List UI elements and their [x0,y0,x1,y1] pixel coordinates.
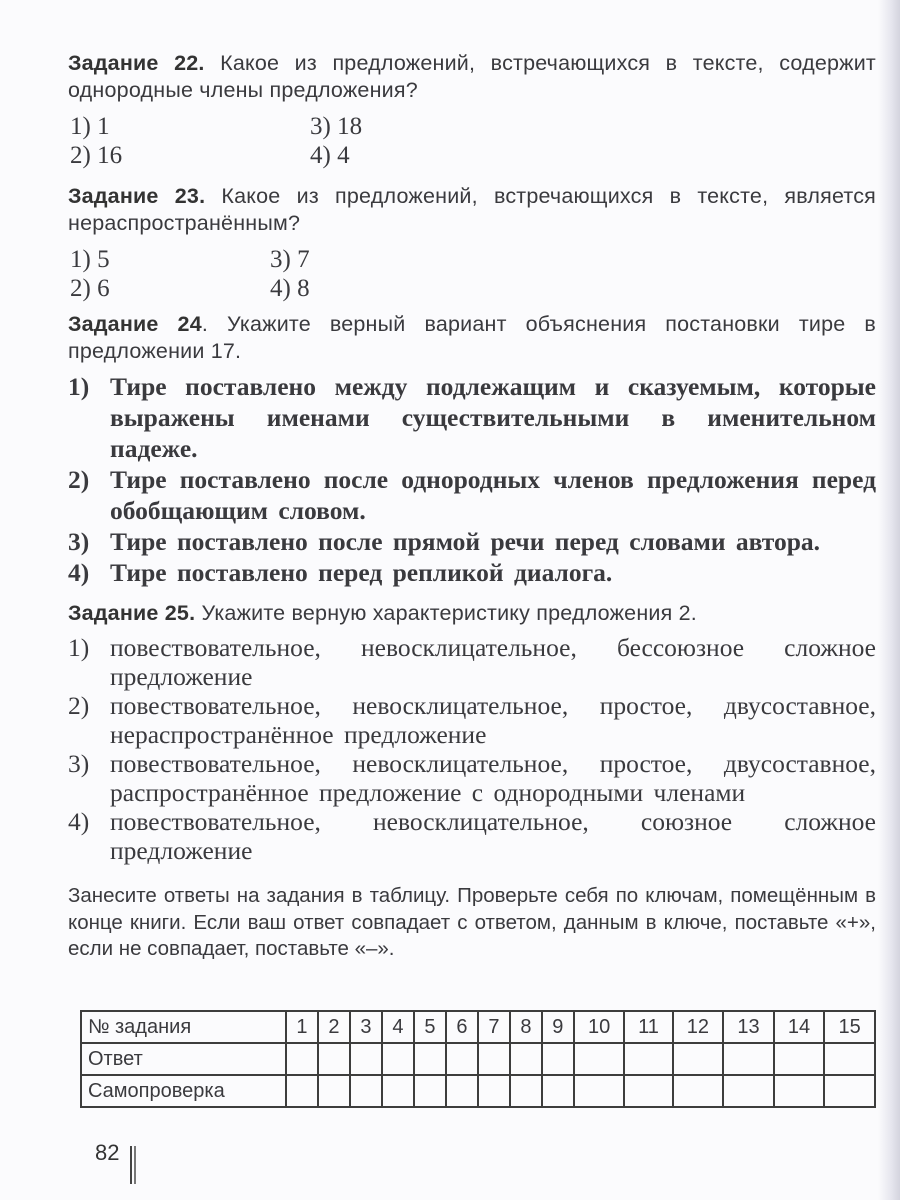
col-header: 5 [414,1011,446,1043]
answer-cell[interactable] [414,1043,446,1075]
task-22-question [68,50,876,104]
self-check-cell[interactable] [318,1075,350,1107]
answer-cell[interactable] [350,1043,382,1075]
task-24-option-3: 3) Тире поставлено после прямой речи перед словами автора. [68,527,821,556]
answer-cell[interactable] [510,1043,542,1075]
answer-cell[interactable] [673,1043,724,1075]
col-header: 10 [574,1011,625,1043]
task-23-option-1: 1) 5 [70,246,110,273]
self-check-cell[interactable] [624,1075,672,1107]
answer-cell[interactable] [723,1043,774,1075]
task-22-option-4: 4) 4 [310,142,350,169]
self-check-cell[interactable] [574,1075,625,1107]
task-23-option-2: 2) 6 [70,275,110,302]
task-24-text: . Укажите верный вариант объяснения постановки тире в предложении 17. [68,312,876,363]
answer-cell[interactable] [382,1043,414,1075]
task-25-question [68,600,876,627]
col-header: 2 [318,1011,350,1043]
task-25-option-1: 1) повествовательное, невосклицательное, бессоюзное сложное предложение [68,633,876,691]
task-24-option-2: 2) Тире поставлено после однородных членов предложения перед обобщающим словом. [68,465,876,525]
page-number: 82 [95,1140,120,1165]
task-22-option-1: 1) 1 [70,113,110,140]
task-25-option-3: 3) повествовательное, невосклицательное, простое, двусоставное, распространённое предложение с однородными членами [68,749,876,807]
col-header: 3 [350,1011,382,1043]
col-header: 9 [542,1011,574,1043]
task-23-text: Какое из предложений, встречающихся в тексте, является нераспространённым? [68,184,876,235]
answer-cell[interactable] [478,1043,510,1075]
task-23 [68,183,876,303]
task-23-question [68,183,876,237]
answer-cell[interactable] [542,1043,574,1075]
task-23-option-4: 4) 8 [270,275,310,302]
task-24-options [68,371,876,588]
task-25-text: Укажите верную характеристику предложения 2. [201,601,697,625]
answer-cell[interactable] [624,1043,672,1075]
task-22-option-3: 3) 18 [310,113,363,140]
task-25-option-2: 2) повествовательное, невосклицательное, простое, двусоставное, нераспространённое предложение [68,691,876,749]
workbook-page [68,50,876,963]
col-header: 14 [774,1011,825,1043]
answer-table [80,1010,876,1108]
row-label-answer: Ответ [81,1043,286,1075]
answer-cell[interactable] [446,1043,478,1075]
col-header: 13 [723,1011,774,1043]
self-check-cell[interactable] [542,1075,574,1107]
answer-cell[interactable] [574,1043,625,1075]
task-23-options [70,245,876,303]
task-23-option-3: 3) 7 [270,246,310,273]
table-row-self-check [81,1075,875,1107]
self-check-cell[interactable] [382,1075,414,1107]
table-row-task-numbers [81,1011,875,1043]
answer-cell[interactable] [774,1043,825,1075]
self-check-cell[interactable] [286,1075,318,1107]
answer-cell[interactable] [318,1043,350,1075]
col-header: 6 [446,1011,478,1043]
self-check-cell[interactable] [510,1075,542,1107]
self-check-cell[interactable] [723,1075,774,1107]
task-24-title: Задание 24 [68,312,202,336]
task-23-title: Задание 23. [68,184,206,208]
col-header: 8 [510,1011,542,1043]
answer-cell[interactable] [824,1043,875,1075]
task-25 [68,600,876,865]
task-22-title: Задание 22. [68,51,205,75]
row-label-self-check: Самопроверка [81,1075,286,1107]
col-header: 4 [382,1011,414,1043]
self-check-cell[interactable] [350,1075,382,1107]
self-check-cell[interactable] [824,1075,875,1107]
col-header: 12 [673,1011,724,1043]
self-check-cell[interactable] [774,1075,825,1107]
task-22-option-2: 2) 16 [70,142,123,169]
task-25-option-4: 4) повествовательное, невосклицательное, союзное сложное предложение [68,807,876,865]
self-check-cell[interactable] [446,1075,478,1107]
answer-cell[interactable] [286,1043,318,1075]
task-22-options [70,112,876,170]
table-row-answer [81,1043,875,1075]
task-22 [68,50,876,170]
page-number-bar [130,1146,136,1184]
task-24-option-4: 4) Тире поставлено перед репликой диалога. [68,558,613,587]
page-edge-shadow [878,0,900,1200]
task-24-option-1: 1) Тире поставлено между подлежащим и сказуемым, которые выражены именами существительными в именительном падеже. [68,372,876,463]
task-25-options [68,633,876,865]
task-24 [68,311,876,588]
col-header: 7 [478,1011,510,1043]
self-check-cell[interactable] [673,1075,724,1107]
col-header: 1 [286,1011,318,1043]
instructions-text: Занесите ответы на задания в таблицу. Проверьте себя по ключам, помещённым в конце книги. Если ваш ответ совпадает с ответом, данным в ключе, поставьте «+», если не совпадает, поставьте «–». [68,884,876,960]
row-label-task-number: № задания [81,1011,286,1043]
task-24-question [68,311,876,365]
self-check-cell[interactable] [478,1075,510,1107]
task-25-title: Задание 25. [68,601,196,625]
col-header: 11 [624,1011,672,1043]
self-check-cell[interactable] [414,1075,446,1107]
col-header: 15 [824,1011,875,1043]
task-22-text: Какое из предложений, встречающихся в тексте, содержит однородные члены предложения? [68,51,876,102]
